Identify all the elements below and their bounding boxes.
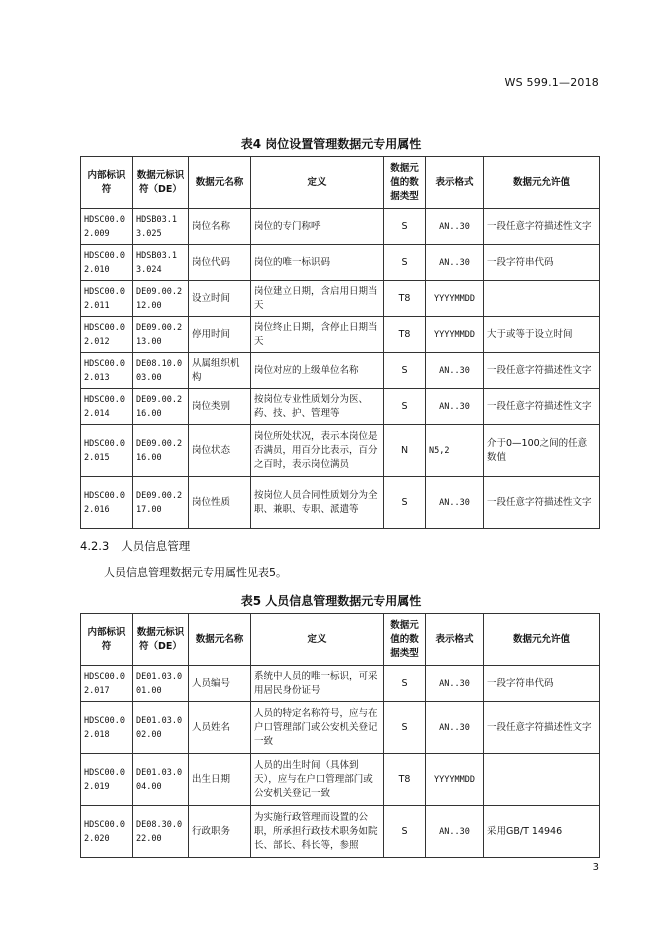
header-de-id: 数据元标识符（DE）: [133, 614, 189, 666]
body-paragraph: 人员信息管理数据元专用属性见表5。: [104, 566, 287, 579]
table-row: [81, 754, 600, 806]
format-cell: AN..30: [426, 209, 484, 245]
table4-caption: 表4 岗位设置管理数据元专用属性: [240, 137, 422, 151]
element-name-cell: 岗位性质: [189, 477, 251, 529]
allowed-values-cell: 一段字符串代码: [484, 666, 600, 702]
allowed-values-cell: 一段任意字符描述性文字: [484, 702, 600, 754]
data-type-cell: N: [384, 425, 426, 477]
internal-id-cell: HDSC00.02.012: [81, 317, 133, 353]
element-name-cell: 人员编号: [189, 666, 251, 702]
table-row: [81, 209, 600, 245]
element-name-cell: 岗位状态: [189, 425, 251, 477]
definition-cell: 岗位对应的上级单位名称: [251, 353, 384, 389]
internal-id-cell: HDSC00.02.020: [81, 806, 133, 858]
page-number: 3: [592, 862, 599, 873]
header-internal-id: 内部标识符: [81, 157, 133, 209]
definition-cell: 为实施行政管理而设置的公职，所承担行政技术职务如院长、部长、科长等，参照: [251, 806, 384, 858]
definition-cell: 岗位终止日期，含停止日期当天: [251, 317, 384, 353]
allowed-values-cell: 一段任意字符描述性文字: [484, 477, 600, 529]
data-type-cell: S: [384, 245, 426, 281]
data-type-cell: T8: [384, 754, 426, 806]
table-row: [81, 806, 600, 858]
data-type-cell: S: [384, 477, 426, 529]
header-format: 表示格式: [426, 614, 484, 666]
internal-id-cell: HDSC00.02.018: [81, 702, 133, 754]
definition-cell: 按岗位人员合同性质划分为全职、兼职、专职、派遣等: [251, 477, 384, 529]
table5-caption: 表5 人员信息管理数据元专用属性: [240, 594, 422, 608]
table-row: [81, 245, 600, 281]
format-cell: AN..30: [426, 245, 484, 281]
section-heading: [80, 538, 190, 554]
element-name-cell: 行政职务: [189, 806, 251, 858]
de-id-cell: DE09.00.216.00: [133, 389, 189, 425]
definition-cell: 岗位的唯一标识码: [251, 245, 384, 281]
table4: [80, 156, 600, 529]
header-allowed-values: 数据元允许值: [484, 614, 600, 666]
allowed-values-cell: [484, 754, 600, 806]
table-row: [81, 666, 600, 702]
allowed-values-cell: [484, 281, 600, 317]
format-cell: AN..30: [426, 389, 484, 425]
definition-cell: 岗位建立日期，含启用日期当天: [251, 281, 384, 317]
data-type-cell: S: [384, 806, 426, 858]
data-type-cell: S: [384, 209, 426, 245]
allowed-values-cell: 一段任意字符描述性文字: [484, 209, 600, 245]
format-cell: N5,2: [426, 425, 484, 477]
format-cell: YYYYMMDD: [426, 317, 484, 353]
format-cell: AN..30: [426, 353, 484, 389]
table5-header-row: [81, 614, 600, 666]
internal-id-cell: HDSC00.02.019: [81, 754, 133, 806]
element-name-cell: 出生日期: [189, 754, 251, 806]
element-name-cell: 设立时间: [189, 281, 251, 317]
allowed-values-cell: 采用GB/T 14946: [484, 806, 600, 858]
allowed-values-cell: 介于0—100之间的任意数值: [484, 425, 600, 477]
section-number: 4.2.3: [80, 539, 110, 553]
data-type-cell: S: [384, 666, 426, 702]
data-type-cell: T8: [384, 317, 426, 353]
de-id-cell: HDSB03.13.025: [133, 209, 189, 245]
section-title: 人员信息管理: [121, 539, 191, 553]
element-name-cell: 停用时间: [189, 317, 251, 353]
internal-id-cell: HDSC00.02.015: [81, 425, 133, 477]
internal-id-cell: HDSC00.02.016: [81, 477, 133, 529]
de-id-cell: DE08.30.022.00: [133, 806, 189, 858]
definition-cell: 岗位所处状况，表示本岗位是否满员，用百分比表示，百分之百时，表示岗位满员: [251, 425, 384, 477]
format-cell: AN..30: [426, 806, 484, 858]
de-id-cell: HDSB03.13.024: [133, 245, 189, 281]
de-id-cell: DE09.00.216.00: [133, 425, 189, 477]
definition-cell: 系统中人员的唯一标识，可采用居民身份证号: [251, 666, 384, 702]
header-de-id: 数据元标识符（DE）: [133, 157, 189, 209]
de-id-cell: DE01.03.001.00: [133, 666, 189, 702]
de-id-cell: DE09.00.217.00: [133, 477, 189, 529]
table-row: [81, 389, 600, 425]
header-data-type: 数据元值的数据类型: [384, 157, 426, 209]
definition-cell: 人员的出生时间（具体到天），应与在户口管理部门或公安机关登记一致: [251, 754, 384, 806]
data-type-cell: T8: [384, 281, 426, 317]
format-cell: YYYYMMDD: [426, 281, 484, 317]
table4-header-row: [81, 157, 600, 209]
definition-cell: 按岗位专业性质划分为医、药、技、护、管理等: [251, 389, 384, 425]
de-id-cell: DE09.00.213.00: [133, 317, 189, 353]
de-id-cell: DE09.00.212.00: [133, 281, 189, 317]
header-element-name: 数据元名称: [189, 614, 251, 666]
internal-id-cell: HDSC00.02.010: [81, 245, 133, 281]
data-type-cell: S: [384, 389, 426, 425]
internal-id-cell: HDSC00.02.011: [81, 281, 133, 317]
header-allowed-values: 数据元允许值: [484, 157, 600, 209]
definition-cell: 岗位的专门称呼: [251, 209, 384, 245]
table-row: [81, 477, 600, 529]
format-cell: YYYYMMDD: [426, 754, 484, 806]
table-row: [81, 281, 600, 317]
data-type-cell: S: [384, 353, 426, 389]
element-name-cell: 岗位类别: [189, 389, 251, 425]
element-name-cell: 从属组织机构: [189, 353, 251, 389]
internal-id-cell: HDSC00.02.014: [81, 389, 133, 425]
internal-id-cell: HDSC00.02.013: [81, 353, 133, 389]
table5: [80, 613, 600, 858]
de-id-cell: DE01.03.004.00: [133, 754, 189, 806]
table-row: [81, 353, 600, 389]
table-row: [81, 317, 600, 353]
header-format: 表示格式: [426, 157, 484, 209]
format-cell: AN..30: [426, 477, 484, 529]
allowed-values-cell: 大于或等于设立时间: [484, 317, 600, 353]
element-name-cell: 岗位代码: [189, 245, 251, 281]
header-internal-id: 内部标识符: [81, 614, 133, 666]
header-definition: 定义: [251, 614, 384, 666]
header-data-type: 数据元值的数据类型: [384, 614, 426, 666]
header-definition: 定义: [251, 157, 384, 209]
definition-cell: 人员的特定名称符号，应与在户口管理部门或公安机关登记一致: [251, 702, 384, 754]
table-row: [81, 702, 600, 754]
allowed-values-cell: 一段任意字符描述性文字: [484, 353, 600, 389]
internal-id-cell: HDSC00.02.017: [81, 666, 133, 702]
data-type-cell: S: [384, 702, 426, 754]
allowed-values-cell: 一段任意字符描述性文字: [484, 389, 600, 425]
de-id-cell: DE01.03.002.00: [133, 702, 189, 754]
format-cell: AN..30: [426, 702, 484, 754]
internal-id-cell: HDSC00.02.009: [81, 209, 133, 245]
allowed-values-cell: 一段字符串代码: [484, 245, 600, 281]
header-element-name: 数据元名称: [189, 157, 251, 209]
table-row: [81, 425, 600, 477]
format-cell: AN..30: [426, 666, 484, 702]
de-id-cell: DE08.10.003.00: [133, 353, 189, 389]
standard-number: WS 599.1—2018: [504, 76, 599, 89]
element-name-cell: 岗位名称: [189, 209, 251, 245]
element-name-cell: 人员姓名: [189, 702, 251, 754]
